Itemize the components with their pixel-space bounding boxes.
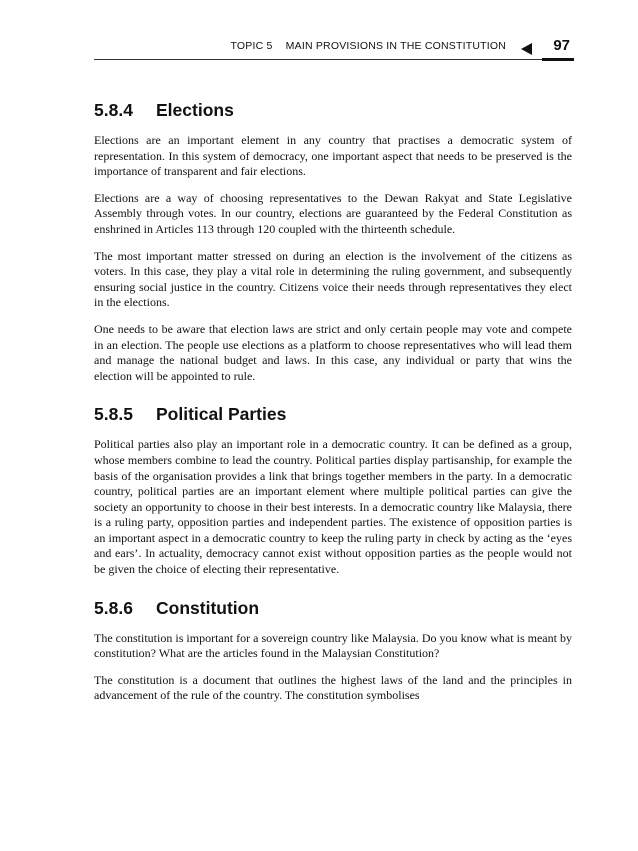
paragraph: The most important matter stressed on during an election is the involvement of the citizens as voters. In this case, they play a vital role in determining the ruling government, and subsequently ensuring social justice in the country. Citizens voice their needs through representatives they elect in the elections. (94, 248, 572, 310)
section-heading (94, 100, 572, 120)
paragraph: Elections are an important element in any country that practises a democratic system of representation. In this system of democracy, one important aspect that needs to be preserved is the importance of transparent and fair elections. (94, 133, 572, 179)
main-content (94, 100, 572, 724)
running-header (94, 36, 574, 60)
section-elections (94, 100, 572, 384)
section-heading (94, 404, 572, 424)
section-title: Constitution (156, 597, 260, 618)
header-title: MAIN PROVISIONS IN THE CONSTITUTION (285, 40, 506, 52)
paragraph: Elections are a way of choosing representatives to the Dewan Rakyat and State Legislative Assembly through votes. In our country, elections are guaranteed by the Federal Constitution as enshrined in Articles 113 through 120 coupled with the thirteenth schedule. (94, 190, 572, 236)
header-text (230, 40, 506, 52)
left-triangle-icon (521, 43, 532, 55)
section-number: 5.8.4 (94, 100, 133, 120)
paragraph: One needs to be aware that election laws are strict and only certain people may vote and compete in an election. The people use elections as a platform to choose representatives who will lead them and manage the national budget and laws. In this case, any individual or party that wins the election will be appointed to rule. (94, 321, 572, 383)
section-title: Political Parties (156, 404, 287, 425)
paragraph: Political parties also play an important role in a democratic country. It can be defined as a group, whose members combine to lead the country. Political parties display partisanship, for example the basis of the organisation provides a link that brings together members in the party. In a democratic country, political parties are an important element where multiple political parties can give the society an opportunity to choose in their best interests. In a democratic country like Malaysia, there is a ruling party, opposition parties and independent parties. The existence of opposition parties is an important aspect in a democratic country to keep the ruling party in check by acting as the ‘eyes and ears’. In actuality, democracy cannot exist without opposition parties as the people would not be given the choice of electing their representative. (94, 437, 572, 577)
page-number: 97 (553, 37, 570, 54)
section-title: Elections (156, 100, 234, 120)
section-political-parties (94, 404, 572, 577)
section-number: 5.8.5 (94, 404, 133, 425)
paragraph: The constitution is a document that outlines the highest laws of the land and the principles in advancement of the rule of the country. The constitution symbolises (94, 672, 572, 703)
header-topic: TOPIC 5 (230, 40, 273, 52)
section-number: 5.8.6 (94, 597, 133, 618)
paragraph: The constitution is important for a sovereign country like Malaysia. Do you know what is meant by constitution? What are the articles found in the Malaysian Constitution? (94, 630, 572, 661)
section-heading (94, 598, 572, 618)
header-rule (94, 59, 574, 60)
section-constitution (94, 598, 572, 704)
header-rule-accent (542, 58, 574, 61)
